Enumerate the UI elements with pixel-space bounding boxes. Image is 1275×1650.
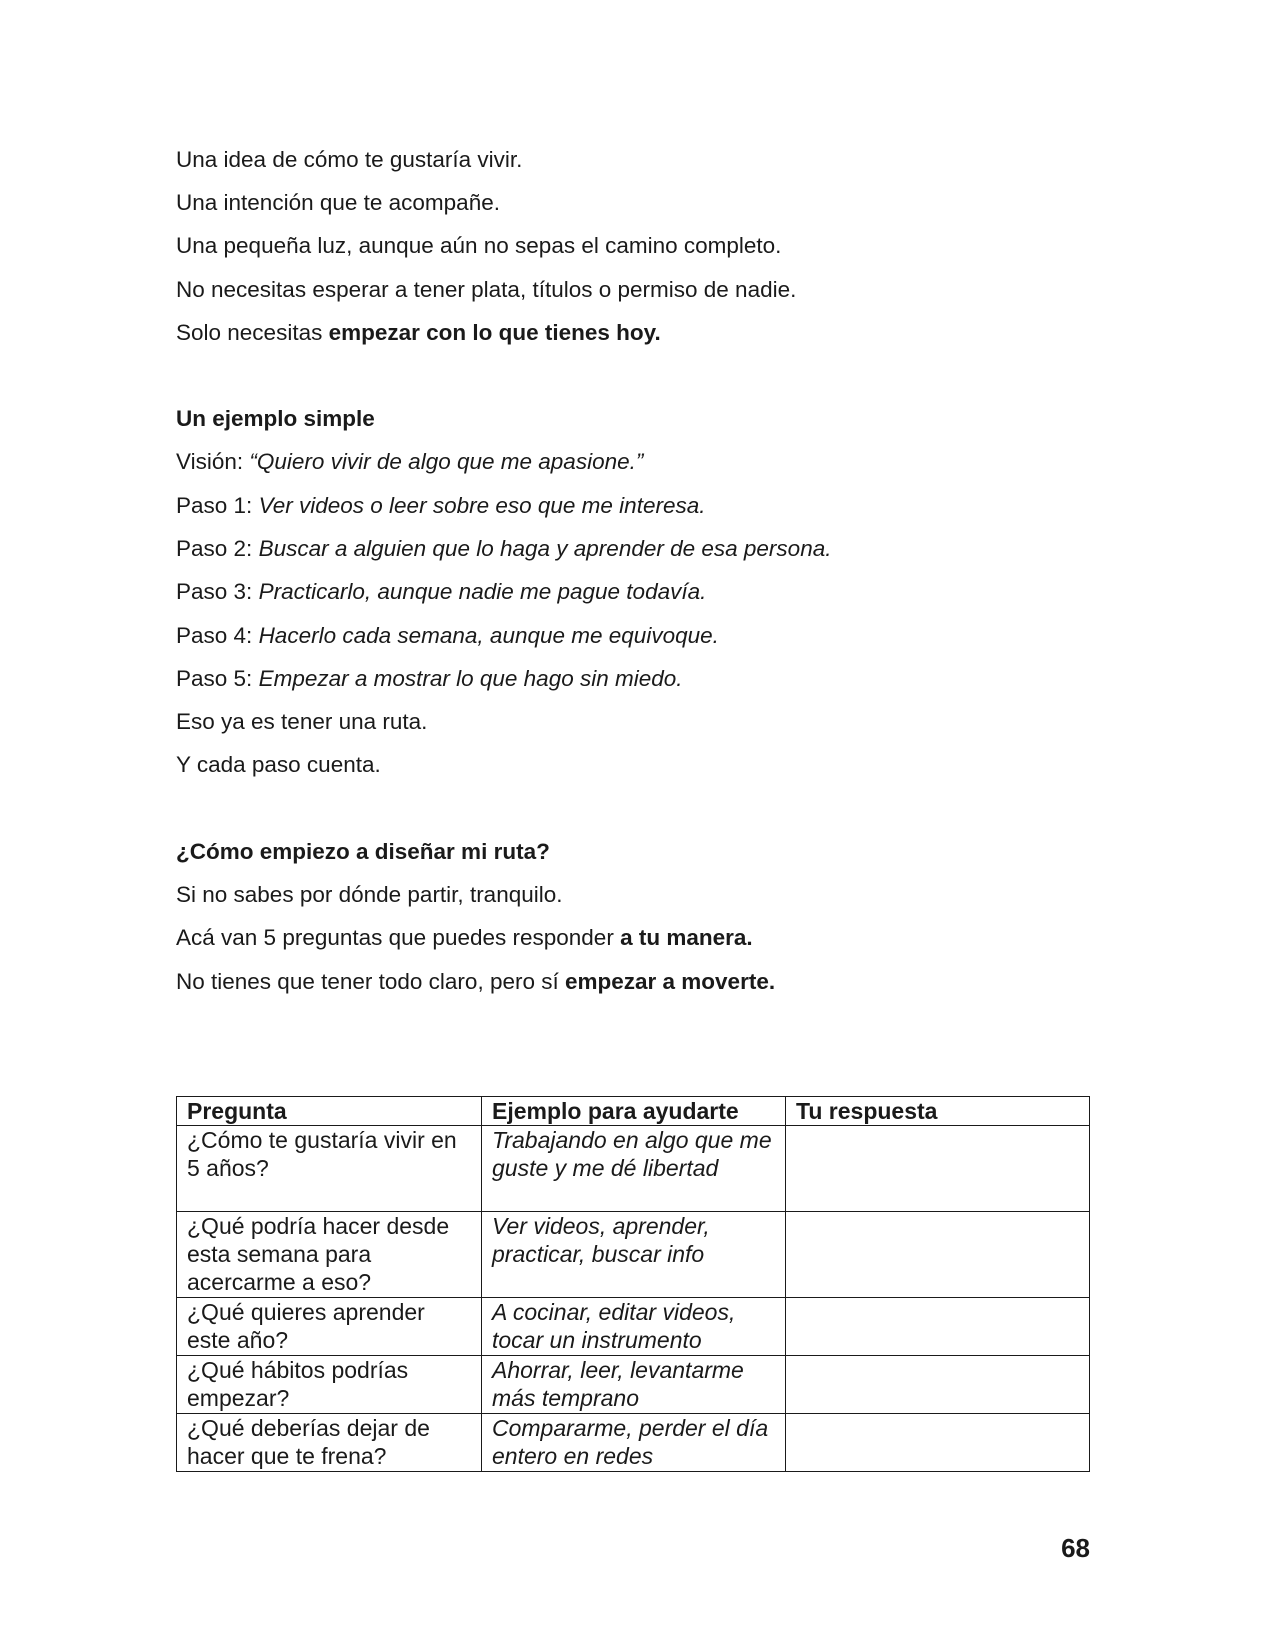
step-line (176, 492, 705, 520)
step-line (176, 622, 719, 650)
design-line-prefix: Acá van 5 preguntas que puedes responder (176, 925, 621, 950)
step-line (176, 578, 706, 606)
design-line (176, 968, 775, 996)
step-text: Hacerlo cada semana, aunque me equivoque. (258, 623, 719, 648)
column-header-question: Pregunta (177, 1097, 482, 1126)
table-row (177, 1356, 1090, 1414)
design-line: Si no sabes por dónde partir, tranquilo. (176, 882, 563, 907)
design-line (176, 924, 753, 952)
step-text: Buscar a alguien que lo haga y aprender de esa persona. (258, 536, 832, 561)
design-line-bold: a tu manera. (620, 925, 753, 950)
question-cell: ¿Qué podría hacer desde esta semana para acercarme a eso? (177, 1212, 482, 1298)
table-row (177, 1414, 1090, 1472)
question-cell: ¿Qué hábitos podrías empezar? (177, 1356, 482, 1414)
step-text: Ver videos o leer sobre eso que me interesa. (258, 493, 706, 518)
table-header-row (177, 1097, 1090, 1126)
closing-line: Eso ya es tener una ruta. (176, 709, 428, 734)
example-cell: Compararme, perder el día entero en redes (482, 1414, 786, 1472)
page-number: 68 (1061, 1533, 1090, 1563)
example-cell: Ver videos, aprender, practicar, buscar info (482, 1212, 786, 1298)
vision-label: Visión: (176, 449, 250, 474)
step-label: Paso 3: (176, 579, 259, 604)
table-row (177, 1298, 1090, 1356)
step-line (176, 665, 683, 693)
step-label: Paso 4: (176, 623, 259, 648)
question-cell: ¿Cómo te gustaría vivir en 5 años? (177, 1126, 482, 1212)
vision-line (176, 448, 643, 476)
intro-line: Una pequeña luz, aunque aún no sepas el camino completo. (176, 233, 782, 258)
step-text: Empezar a mostrar lo que hago sin miedo. (258, 666, 683, 691)
example-cell: A cocinar, editar videos, tocar un instrumento (482, 1298, 786, 1356)
intro-final-line (176, 319, 661, 347)
intro-line: Una intención que te acompañe. (176, 190, 500, 215)
step-label: Paso 1: (176, 493, 259, 518)
column-header-example: Ejemplo para ayudarte (482, 1097, 786, 1126)
intro-line: Una idea de cómo te gustaría vivir. (176, 147, 523, 172)
step-label: Paso 5: (176, 666, 259, 691)
question-cell: ¿Qué deberías dejar de hacer que te frena? (177, 1414, 482, 1472)
answer-cell[interactable] (786, 1298, 1090, 1356)
table-row (177, 1126, 1090, 1212)
design-line-prefix: No tienes que tener todo claro, pero sí (176, 969, 565, 994)
answer-cell[interactable] (786, 1356, 1090, 1414)
table-row (177, 1212, 1090, 1298)
step-label: Paso 2: (176, 536, 259, 561)
design-heading: ¿Cómo empiezo a diseñar mi ruta? (176, 839, 550, 864)
question-cell: ¿Qué quieres aprender este año? (177, 1298, 482, 1356)
answer-cell[interactable] (786, 1414, 1090, 1472)
column-header-answer: Tu respuesta (786, 1097, 1090, 1126)
intro-final-bold: empezar con lo que tienes hoy. (328, 320, 661, 345)
intro-line: No necesitas esperar a tener plata, títulos o permiso de nadie. (176, 277, 797, 302)
answer-cell[interactable] (786, 1126, 1090, 1212)
step-text: Practicarlo, aunque nadie me pague todavía. (258, 579, 707, 604)
design-line-bold: empezar a moverte. (564, 969, 776, 994)
step-line (176, 535, 831, 563)
example-heading: Un ejemplo simple (176, 406, 375, 431)
example-cell: Trabajando en algo que me guste y me dé libertad (482, 1126, 786, 1212)
vision-text: “Quiero vivir de algo que me apasione.” (249, 449, 644, 474)
closing-line: Y cada paso cuenta. (176, 752, 381, 777)
answer-cell[interactable] (786, 1212, 1090, 1298)
example-cell: Ahorrar, leer, levantarme más temprano (482, 1356, 786, 1414)
questions-table (176, 1096, 1090, 1472)
intro-final-prefix: Solo necesitas (176, 320, 329, 345)
